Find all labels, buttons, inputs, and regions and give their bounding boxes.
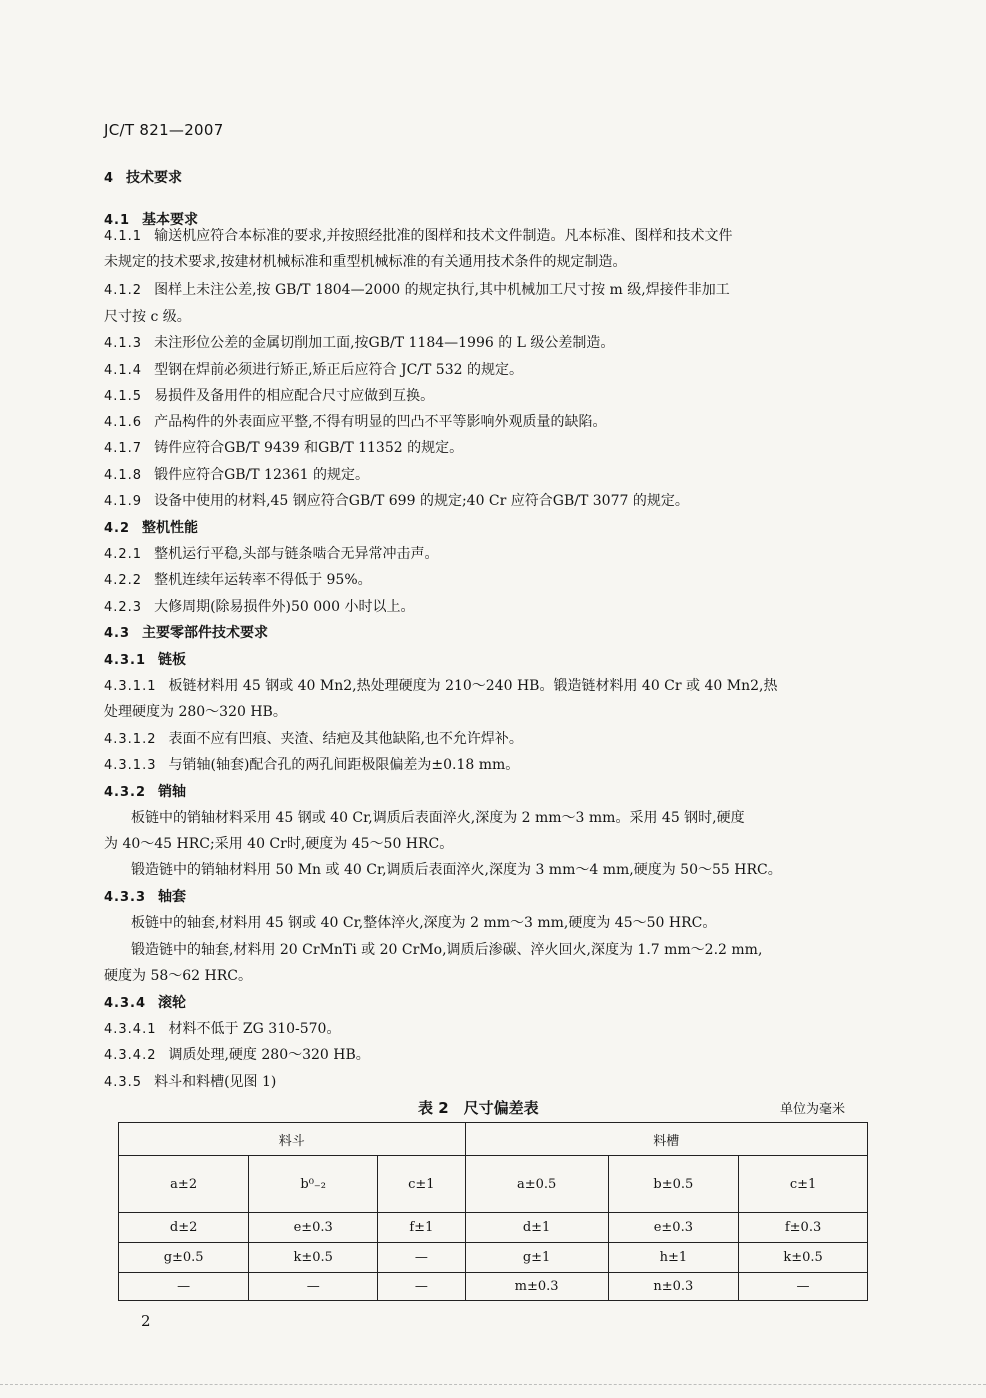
clause-text: 锻造链中的销轴材料用 50 Mn 或 40 Cr,调质后表面淬火,深度为 3 mm～4 mm,硬度为 50～55 HRC。 [131, 862, 782, 878]
clause-text: 板链材料用 45 钢或 40 Mn2,热处理硬度为 210～240 HB。锻造链材料用 40 Cr 或 40 Mn2,热 [168, 678, 778, 694]
clause-line [104, 650, 186, 671]
table-cell: — [739, 1273, 868, 1301]
clause-line [104, 887, 186, 908]
table-cell: g±1 [465, 1243, 608, 1273]
clause-number: 4.3.1.2 [104, 732, 157, 747]
table-cell: d±2 [119, 1213, 249, 1243]
table-row [119, 1156, 868, 1213]
clause-text: 与销轴(轴套)配合孔的两孔间距极限偏差为±0.18 mm。 [168, 757, 520, 773]
standard-code-header: JC/T 821—2007 [104, 121, 224, 139]
clause-number: 4.3.1.3 [104, 758, 157, 773]
clause-number: 4.3.4.1 [104, 1022, 157, 1037]
clause-text: 未注形位公差的金属切削加工面,按GB/T 1184—1996 的 L 级公差制造。 [154, 335, 615, 351]
table-cell: a±0.5 [465, 1156, 608, 1213]
clause-line [104, 360, 523, 381]
table-cell: n±0.3 [608, 1273, 738, 1301]
page-number: 2 [141, 1312, 151, 1330]
clause-text: 销轴 [158, 784, 187, 800]
clause-number: 4.2.1 [104, 547, 143, 562]
group-header-hopper: 料斗 [119, 1123, 466, 1156]
clause-number: 4 [104, 171, 115, 186]
clause-text: 板链中的轴套,材料用 45 钢或 40 Cr,整体淬火,深度为 2 mm～3 mm,硬度为 45～50 HRC。 [131, 915, 717, 931]
clause-text: 铸件应符合GB/T 9439 和GB/T 11352 的规定。 [154, 440, 464, 456]
table-cell: — [378, 1273, 465, 1301]
text-line [104, 834, 453, 854]
clause-line [104, 1072, 276, 1093]
clause-text: 链板 [158, 652, 187, 668]
clause-number: 4.1.5 [104, 389, 143, 404]
clause-text: 板链中的销轴材料采用 45 钢或 40 Cr,调质后表面淬火,深度为 2 mm～3 mm。采用 45 钢时,硬度 [131, 810, 745, 826]
clause-text: 尺寸按 c 级。 [104, 309, 191, 325]
clause-line [104, 226, 733, 247]
clause-line [104, 518, 198, 539]
clause-number: 4.3 [104, 626, 131, 641]
clause-number: 4.2 [104, 521, 131, 536]
clause-number: 4.3.2 [104, 785, 147, 800]
table-cell: k±0.5 [739, 1243, 868, 1273]
clause-line [104, 386, 434, 407]
clause-text: 产品构件的外表面应平整,不得有明显的凹凸不平等影响外观质量的缺陷。 [154, 414, 607, 430]
table-cell: m±0.3 [465, 1273, 608, 1301]
clause-number: 4.1.8 [104, 468, 143, 483]
clause-text: 锻件应符合GB/T 12361 的规定。 [154, 467, 370, 483]
clause-text: 锻造链中的轴套,材料用 20 CrMnTi 或 20 CrMo,调质后渗碳、淬火回火,深度为 1.7 mm～2.2 mm, [131, 942, 763, 958]
clause-text: 基本要求 [142, 212, 199, 228]
text-line [131, 860, 782, 880]
clause-line [104, 782, 186, 803]
clause-text: 硬度为 58～62 HRC。 [104, 968, 252, 984]
clause-text: 输送机应符合本标准的要求,并按照经批准的图样和技术文件制造。凡本标准、图样和技术文件 [154, 228, 733, 244]
table-cell: b±0.5 [608, 1156, 738, 1213]
clause-text: 整机运行平稳,头部与链条啮合无异常冲击声。 [154, 546, 439, 562]
clause-text: 整机连续年运转率不得低于 95%。 [154, 572, 372, 588]
clause-line [104, 1045, 370, 1066]
clause-number: 4.1.7 [104, 441, 143, 456]
clause-text: 材料不低于 ZG 310-570。 [168, 1021, 341, 1037]
clause-line [104, 280, 730, 301]
table-cell: — [378, 1243, 465, 1273]
clause-text: 技术要求 [126, 170, 183, 186]
text-line [104, 966, 252, 986]
clause-line [104, 491, 689, 512]
table-cell: e±0.3 [608, 1213, 738, 1243]
clause-number: 4.3.4 [104, 996, 147, 1011]
text-line [131, 808, 745, 828]
table-cell: c±1 [378, 1156, 465, 1213]
table-cell: e±0.3 [249, 1213, 378, 1243]
table-cell: b⁰₋₂ [249, 1156, 378, 1213]
table-cell: g±0.5 [119, 1243, 249, 1273]
clause-number: 4.1.1 [104, 229, 143, 244]
clause-number: 4.3.5 [104, 1075, 143, 1090]
clause-text: 调质处理,硬度 280～320 HB。 [168, 1047, 370, 1063]
clause-line [104, 623, 268, 644]
clause-number: 4.1.4 [104, 363, 143, 378]
clause-number: 4.1.9 [104, 494, 143, 509]
clause-number: 4.1.3 [104, 336, 143, 351]
clause-text: 为 40～45 HRC;采用 40 Cr时,硬度为 45～50 HRC。 [104, 836, 454, 852]
table-row [119, 1213, 868, 1243]
clause-text: 处理硬度为 280～320 HB。 [104, 704, 287, 720]
clause-text: 轴套 [158, 889, 187, 905]
clause-text: 型钢在焊前必须进行矫正,矫正后应符合 JC/T 532 的规定。 [154, 362, 523, 378]
clause-line [104, 729, 523, 750]
clause-text: 主要零部件技术要求 [142, 625, 269, 641]
clause-line [104, 676, 777, 697]
table-cell: h±1 [608, 1243, 738, 1273]
clause-number: 4.3.3 [104, 890, 147, 905]
clause-line [104, 333, 614, 354]
table-caption: 表 2 尺寸偏差表 [418, 1099, 539, 1117]
clause-line [104, 755, 519, 776]
table-cell: c±1 [739, 1156, 868, 1213]
scan-edge-divider [0, 1384, 986, 1388]
table-cell: d±1 [465, 1213, 608, 1243]
clause-line [104, 412, 607, 433]
clause-text: 表面不应有凹痕、夹渣、结疤及其他缺陷,也不允许焊补。 [168, 731, 523, 747]
clause-line [104, 438, 463, 459]
clause-number: 4.1.2 [104, 283, 143, 298]
table-row [119, 1243, 868, 1273]
group-header-trough: 料槽 [465, 1123, 867, 1156]
clause-number: 4.3.1.1 [104, 679, 157, 694]
clause-text: 易损件及备用件的相应配合尺寸应做到互换。 [154, 388, 435, 404]
clause-line [104, 465, 369, 486]
text-line [104, 307, 191, 327]
table-cell: — [249, 1273, 378, 1301]
clause-line [104, 570, 372, 591]
clause-number: 4.3.4.2 [104, 1048, 157, 1063]
clause-number: 4.2.2 [104, 573, 143, 588]
table-unit-note: 单位为毫米 [780, 1102, 846, 1117]
table-cell: k±0.5 [249, 1243, 378, 1273]
clause-line [104, 1019, 340, 1040]
clause-text: 设备中使用的材料,45 钢应符合GB/T 699 的规定;40 Cr 应符合GB/T 3077 的规定。 [154, 493, 689, 509]
clause-text: 整机性能 [142, 520, 199, 536]
text-line [104, 702, 287, 722]
text-line [131, 940, 762, 960]
text-line [104, 252, 626, 272]
dimension-deviation-table [118, 1122, 868, 1301]
clause-text: 大修周期(除易损件外)50 000 小时以上。 [154, 599, 415, 615]
table-cell: — [119, 1273, 249, 1301]
text-line [131, 913, 716, 933]
table-cell: a±2 [119, 1156, 249, 1213]
clause-text: 图样上未注公差,按 GB/T 1804—2000 的规定执行,其中机械加工尺寸按 m 级,焊接件非加工 [154, 282, 730, 298]
clause-text: 未规定的技术要求,按建材机械标准和重型机械标准的有关通用技术条件的规定制造。 [104, 254, 627, 270]
clause-number: 4.1.6 [104, 415, 143, 430]
table-cell: f±1 [378, 1213, 465, 1243]
clause-number: 4.3.1 [104, 653, 147, 668]
clause-line [104, 993, 186, 1014]
table-cell: f±0.3 [739, 1213, 868, 1243]
clause-text: 滚轮 [158, 995, 187, 1011]
clause-line [104, 168, 182, 189]
clause-text: 料斗和料槽(见图 1) [154, 1074, 277, 1090]
clause-number: 4.1 [104, 213, 131, 228]
table-row [119, 1273, 868, 1301]
clause-line [104, 597, 414, 618]
clause-number: 4.2.3 [104, 600, 143, 615]
clause-line [104, 544, 439, 565]
